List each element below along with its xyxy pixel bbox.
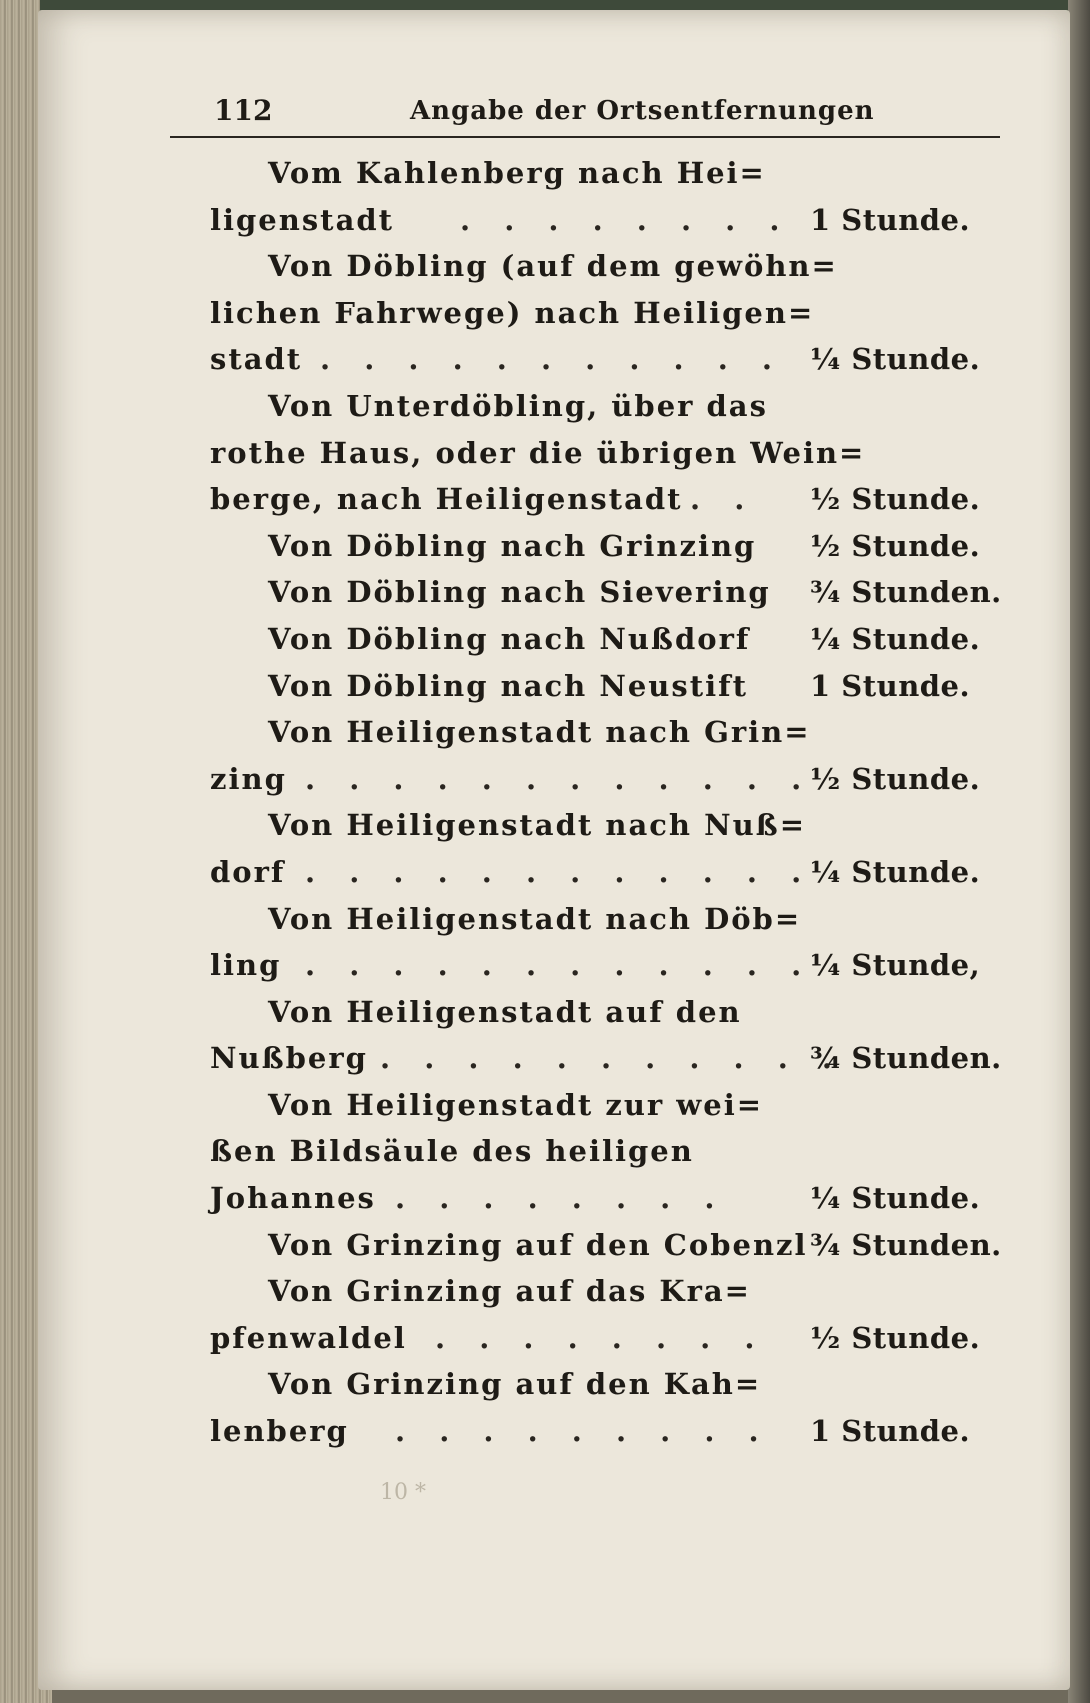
entry-text: Vom Kahlenberg nach Hei= [268, 156, 766, 190]
entry-line [210, 942, 1010, 989]
entry-text: Von Grinzing auf den Cobenzl [268, 1227, 808, 1262]
entry-line [210, 1082, 1010, 1129]
entry-line [210, 1128, 1010, 1175]
running-title: Angabe der Ortsentfernungen [410, 96, 875, 126]
leader-dots: . . . . . . . . . . . . [305, 854, 814, 889]
entry-text: Von Heiligenstadt zur wei= [268, 1087, 764, 1122]
distance-list [210, 150, 1010, 1455]
entry-text: Von Heiligenstadt nach Grin= [268, 715, 811, 750]
leader-dots: . . . . . . . . . [395, 1414, 771, 1449]
entry-text: Johannes [210, 1181, 376, 1216]
entry-text: pfenwaldel [210, 1320, 407, 1355]
entry-line [210, 616, 1010, 663]
entry-line [210, 896, 1010, 943]
page-number: 112 [214, 94, 273, 127]
entry-line [210, 1175, 1010, 1222]
entry-text: lichen Fahrwege) nach Heiligen= [210, 295, 815, 330]
entry-distance: 1 Stunde. [810, 1414, 971, 1449]
entry-text: dorf [210, 854, 286, 889]
entry-line [210, 290, 1010, 337]
entry-text: Von Döbling nach Neustift [268, 668, 748, 703]
entry-text: ligenstadt [210, 202, 395, 237]
leader-dots: . . . . . . . . [435, 1320, 767, 1355]
leader-dots: . . . . . . . . [460, 202, 792, 237]
leader-dots: . . . . . . . . . . . . [305, 948, 814, 983]
entry-text: Nußberg [210, 1041, 368, 1076]
entry-line [210, 663, 1010, 710]
entry-distance: ¼ Stunde. [810, 854, 981, 889]
entry-distance: ½ Stunde. [810, 482, 981, 517]
page-header [170, 92, 1000, 138]
entry-line [210, 430, 1010, 477]
entry-distance: ¼ Stunde. [810, 1181, 981, 1216]
entry-text: Von Unterdöbling, über das [268, 388, 768, 423]
entry-distance: ¼ Stunde. [810, 342, 981, 377]
entry-line [210, 1222, 1010, 1269]
entry-text: lenberg [210, 1414, 349, 1449]
entry-text: Von Döbling nach Sievering [268, 575, 771, 610]
entry-line [210, 476, 1010, 523]
entry-distance: ½ Stunde. [810, 1320, 981, 1355]
entry-line [210, 336, 1010, 383]
entry-text: Von Heiligenstadt auf den [268, 994, 742, 1029]
entry-text: Von Döbling nach Nußdorf [268, 621, 751, 656]
leader-dots: . . . . . . . . [395, 1181, 727, 1216]
entry-text: Von Döbling nach Grinzing [268, 528, 757, 563]
entry-distance: ¼ Stunde, [810, 948, 981, 983]
entry-text: Von Grinzing auf das Kra= [268, 1274, 751, 1309]
leader-dots: . . . . . . . . . . . [380, 1041, 845, 1076]
entry-line [210, 1035, 1010, 1082]
entry-line [210, 523, 1010, 570]
entry-line [210, 197, 1010, 244]
entry-line [210, 569, 1010, 616]
entry-line [210, 1268, 1010, 1315]
entry-text: ling [210, 948, 282, 983]
signature-mark: 10 * [380, 1480, 426, 1505]
leader-dots: . . [690, 482, 757, 517]
entry-distance: ¼ Stunde. [810, 621, 981, 656]
entry-distance: ¾ Stunden. [810, 1227, 1002, 1262]
leader-dots: . . . . . . . . . . . [320, 342, 785, 377]
entry-distance: ½ Stunde. [810, 528, 981, 563]
entry-text: Von Döbling (auf dem gewöhn= [268, 249, 838, 284]
entry-text: Von Heiligenstadt nach Nuß= [268, 808, 806, 843]
entry-text: berge, nach Heiligenstadt [210, 482, 683, 517]
entry-line [210, 1408, 1010, 1455]
entry-line [210, 802, 1010, 849]
entry-text: rothe Haus, oder die übrigen Wein= [210, 435, 866, 470]
entry-line [210, 243, 1010, 290]
entry-distance: ¾ Stunden. [810, 575, 1002, 610]
entry-text: stadt [210, 342, 303, 377]
entry-distance: ½ Stunde. [810, 761, 981, 796]
entry-text: Von Grinzing auf den Kah= [268, 1367, 762, 1402]
entry-line [210, 150, 1010, 197]
entry-line [210, 989, 1010, 1036]
entry-line [210, 1315, 1010, 1362]
entry-text: zing [210, 761, 287, 796]
entry-line [210, 756, 1010, 803]
leader-dots: . . . . . . . . . . . . [305, 761, 814, 796]
entry-distance: ¾ Stunden. [810, 1041, 1002, 1076]
entry-line [210, 383, 1010, 430]
entry-text: Von Heiligenstadt nach Döb= [268, 901, 802, 936]
entry-distance: 1 Stunde. [810, 668, 971, 703]
entry-line [210, 1361, 1010, 1408]
book-spine-shadow [1068, 0, 1090, 1703]
entry-distance: 1 Stunde. [810, 202, 971, 237]
entry-text: ßen Bildsäule des heiligen [210, 1134, 694, 1169]
entry-line [210, 709, 1010, 756]
entry-line [210, 849, 1010, 896]
